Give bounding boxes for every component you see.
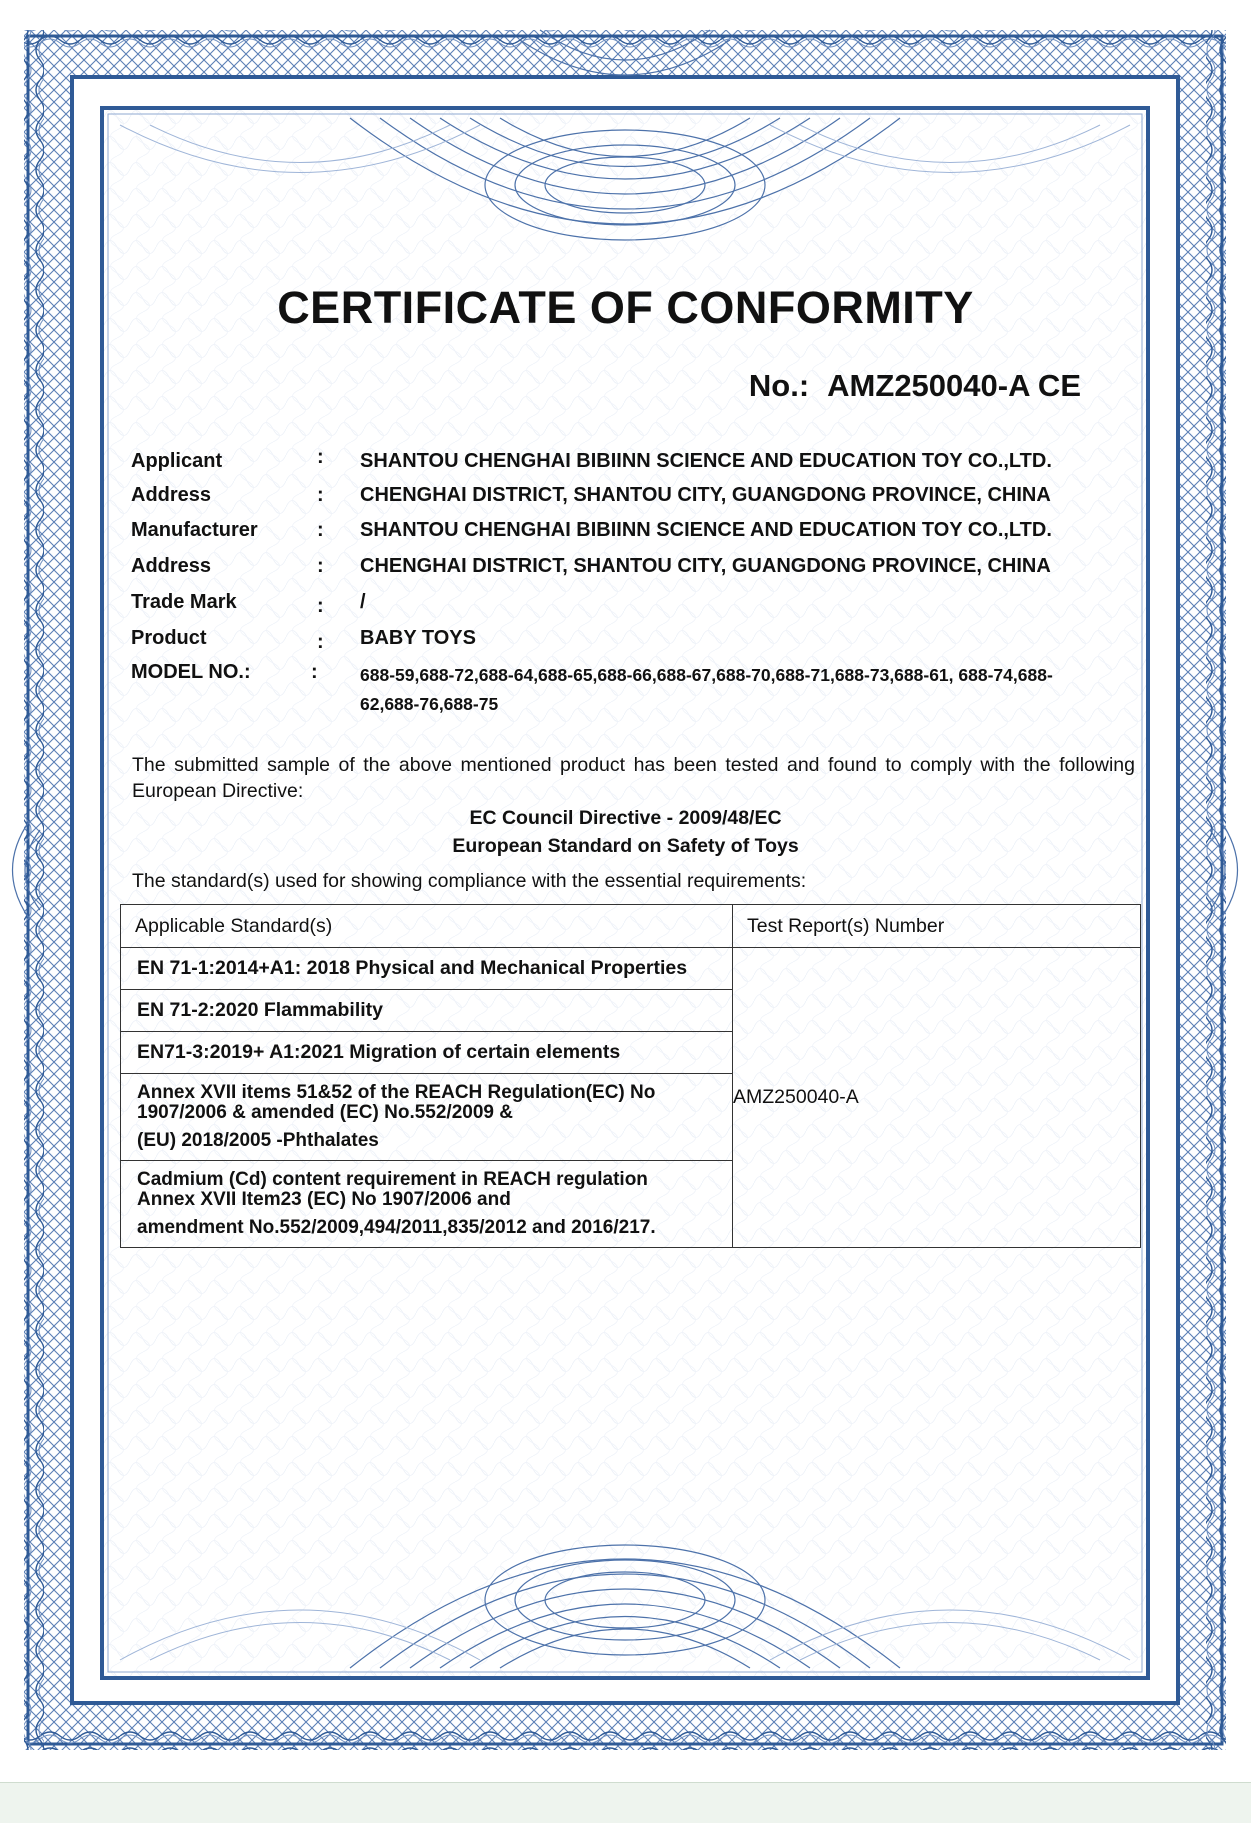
field-label: Applicant (131, 450, 223, 472)
standard-cell: EN 71-2:2020 Flammability (121, 990, 733, 1032)
compliance-statement: The submitted sample of the above mentioned product has been tested and found to comply with the following European Directive: (132, 754, 1135, 802)
field-label: Address (131, 555, 212, 577)
directive-title: EC Council Directive - 2009/48/EC (469, 807, 782, 829)
table-row (121, 948, 1141, 990)
field-trade-mark (131, 591, 1131, 621)
field-value: / (360, 591, 366, 613)
directive-subtitle: European Standard on Safety of Toys (452, 835, 799, 857)
field-colon: : (317, 519, 324, 541)
header-test-report-number: Test Report(s) Number (733, 905, 1141, 948)
standard-cell: EN 71-1:2014+A1: 2018 Physical and Mechanical Properties (121, 948, 733, 990)
certificate-title: CERTIFICATE OF CONFORMITY (277, 282, 974, 333)
table-header-row (121, 905, 1141, 948)
certificate-number-label: No.: (748, 368, 810, 403)
field-value: SHANTOU CHENGHAI BIBIINN SCIENCE AND EDUCATION TOY CO.,LTD. (360, 450, 1052, 472)
certificate-number-value: AMZ250040-A CE (827, 368, 1081, 403)
field-label: Address (131, 484, 212, 506)
field-applicant-address (131, 484, 1131, 514)
field-value: CHENGHAI DISTRICT, SHANTOU CITY, GUANGDONG PROVINCE, CHINA (360, 555, 1051, 577)
field-value: CHENGHAI DISTRICT, SHANTOU CITY, GUANGDONG PROVINCE, CHINA (360, 484, 1051, 506)
standard-cell-phthalates (121, 1074, 733, 1161)
report-number-cell: AMZ250040-A (733, 948, 1141, 1248)
field-label: Manufacturer (131, 519, 258, 541)
header-applicable-standards: Applicable Standard(s) (121, 905, 733, 948)
field-label: Trade Mark (131, 591, 237, 613)
standards-intro: The standard(s) used for showing compliance with the essential requirements: (132, 870, 807, 892)
field-colon: : (311, 661, 318, 683)
standard-line: Annex XVII Item23 (EC) No 1907/2006 and (137, 1189, 511, 1210)
standard-cell-cadmium (121, 1161, 733, 1248)
field-applicant (131, 446, 1131, 480)
field-colon: : (317, 446, 324, 468)
standards-table (120, 904, 1141, 1248)
standard-line: 1907/2006 & amended (EC) No.552/2009 & (137, 1102, 513, 1123)
field-model-no (131, 661, 1131, 721)
standard-line: (EU) 2018/2005 -Phthalates (137, 1130, 379, 1151)
field-colon: : (317, 631, 324, 653)
field-colon: : (317, 595, 324, 617)
certificate-number (749, 368, 1081, 404)
field-label: Product (131, 627, 207, 649)
standard-line: Cadmium (Cd) content requirement in REACH regulation (137, 1169, 648, 1190)
field-label: MODEL NO.: (131, 661, 251, 683)
field-manufacturer-address (131, 555, 1131, 585)
standard-cell: EN71-3:2019+ A1:2021 Migration of certain elements (121, 1032, 733, 1074)
field-value: SHANTOU CHENGHAI BIBIINN SCIENCE AND EDUCATION TOY CO.,LTD. (360, 519, 1052, 541)
field-product (131, 627, 1131, 657)
field-colon: : (317, 484, 324, 506)
field-value: BABY TOYS (360, 627, 476, 649)
field-colon: : (317, 555, 324, 577)
standard-line: Annex XVII items 51&52 of the REACH Regulation(EC) No (137, 1082, 656, 1103)
field-value: 688-59,688-72,688-64,688-65,688-66,688-67,688-70,688-71,688-73,688-61, 688-74,688-62,688-76,688-75 (360, 665, 1053, 714)
field-manufacturer (131, 519, 1131, 549)
standard-line: amendment No.552/2009,494/2011,835/2012 and 2016/217. (137, 1217, 656, 1238)
